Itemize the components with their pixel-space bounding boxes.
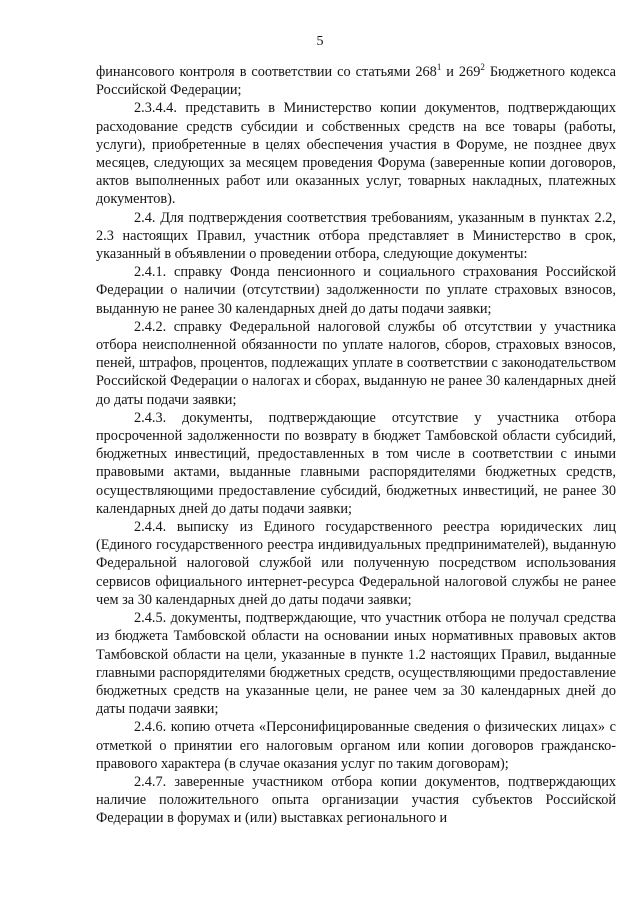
paragraph-text: 2.3.4.4. представить в Министерство копии документов, подтверждающих расходование средств субсидии и собственных средств на все товары (работы, услуги), приобретенные в целях обеспечения участия в Форуме, не позднее двух месяцев, следующих за месяцем проведения Форума (заверенные копии договоров, актов выполненных работ или оказанных услуг, товарных накладных, платежных документов). xyxy=(96,100,616,208)
paragraph-text: 2.4.7. заверенные участником отбора копии документов, подтверждающих наличие положительного опыта организации участия субъектов Российской Федерации в форумах и (или) выставках регионального и xyxy=(96,773,616,827)
paragraph-p1 xyxy=(96,99,616,208)
paragraph-p3 xyxy=(96,263,616,318)
paragraph-text: 2.4.3. документы, подтверждающие отсутствие у участника отбора просроченной задолженности по возврату в бюджет Тамбовской области субсидий, бюджетных инвестиций, предоставленных в том числе в соответствии с иными правовыми актами, выданные главными распорядителями бюджетных средств, осуществляющими предоставление субсидий, бюджетных инвестиций, не ранее 30 календарных дней до даты подачи заявки; xyxy=(96,409,616,517)
paragraph-text: и 269 xyxy=(441,64,481,80)
footnote-marker: 2 xyxy=(480,62,485,73)
document-body xyxy=(96,63,616,828)
paragraph-text: 2.4.6. копию отчета «Персонифицированные сведения о физических лицах» с отметкой о принятии его налоговым органом или копии договоров гражданско-правового характера (в случае оказания услуг по таким договорам); xyxy=(96,719,616,772)
paragraph-p0 xyxy=(96,63,616,99)
paragraph-text: 2.4.1. справку Фонда пенсионного и социального страхования Российской Федерации о наличии (отсутствии) задолженности по уплате страховых взносов, выданную не ранее 30 календарных дней до даты подачи заявки; xyxy=(96,264,616,317)
paragraph-p4 xyxy=(96,318,616,409)
paragraph-text: финансового контроля в соответствии со статьями 268 xyxy=(96,64,437,80)
paragraph-text: 2.4.5. документы, подтверждающие, что участник отбора не получал средства из бюджета Тамбовской области на основании иных нормативных правовых актов Тамбовской области на цели, указанные в пункте 1.2 настоящих Правил, выданные главными распорядителями бюджетных средств, осуществляющими предоставление бюджетных средств на указанные цели, не ранее чем за 30 календарных дней до даты подачи заявки; xyxy=(96,610,616,718)
paragraph-p9 xyxy=(96,773,616,828)
paragraph-text: 2.4. Для подтверждения соответствия требованиям, указанным в пунктах 2.2, 2.3 настоящих Правил, участник отбора представляет в Министерство в срок, указанный в объявлении о проведении отбора, следующие документы: xyxy=(96,209,616,263)
paragraph-text: Бюджетного кодекса Российской Федерации; xyxy=(96,64,616,99)
page-number: 5 xyxy=(316,34,324,49)
footnote-marker: 1 xyxy=(436,62,442,73)
paragraph-p8 xyxy=(96,718,616,773)
paragraph-p6 xyxy=(96,518,616,609)
paragraph-text: 2.4.2. справку Федеральной налоговой службы об отсутствии у участника отбора неисполненной обязанности по уплате налогов, сборов, страховых взносов, пеней, штрафов, процентов, подлежащих уплате в соответствии с законодательством Российской Федерации о налогах и сборах, выданную не ранее 30 календарных дней до даты подачи заявки; xyxy=(96,318,616,408)
paragraph-p5 xyxy=(96,409,616,518)
paragraph-p7 xyxy=(96,609,616,718)
paragraph-text: 2.4.4. выписку из Единого государственного реестра юридических лиц (Единого государственного реестра индивидуальных предпринимателей), выданную Федеральной налоговой службой или полученную посредством использования сервисов официального интернет-ресурса Федеральной налоговой службы не ранее чем за 30 календарных дней до даты подачи заявки; xyxy=(96,519,616,608)
paragraph-p2 xyxy=(96,209,616,264)
